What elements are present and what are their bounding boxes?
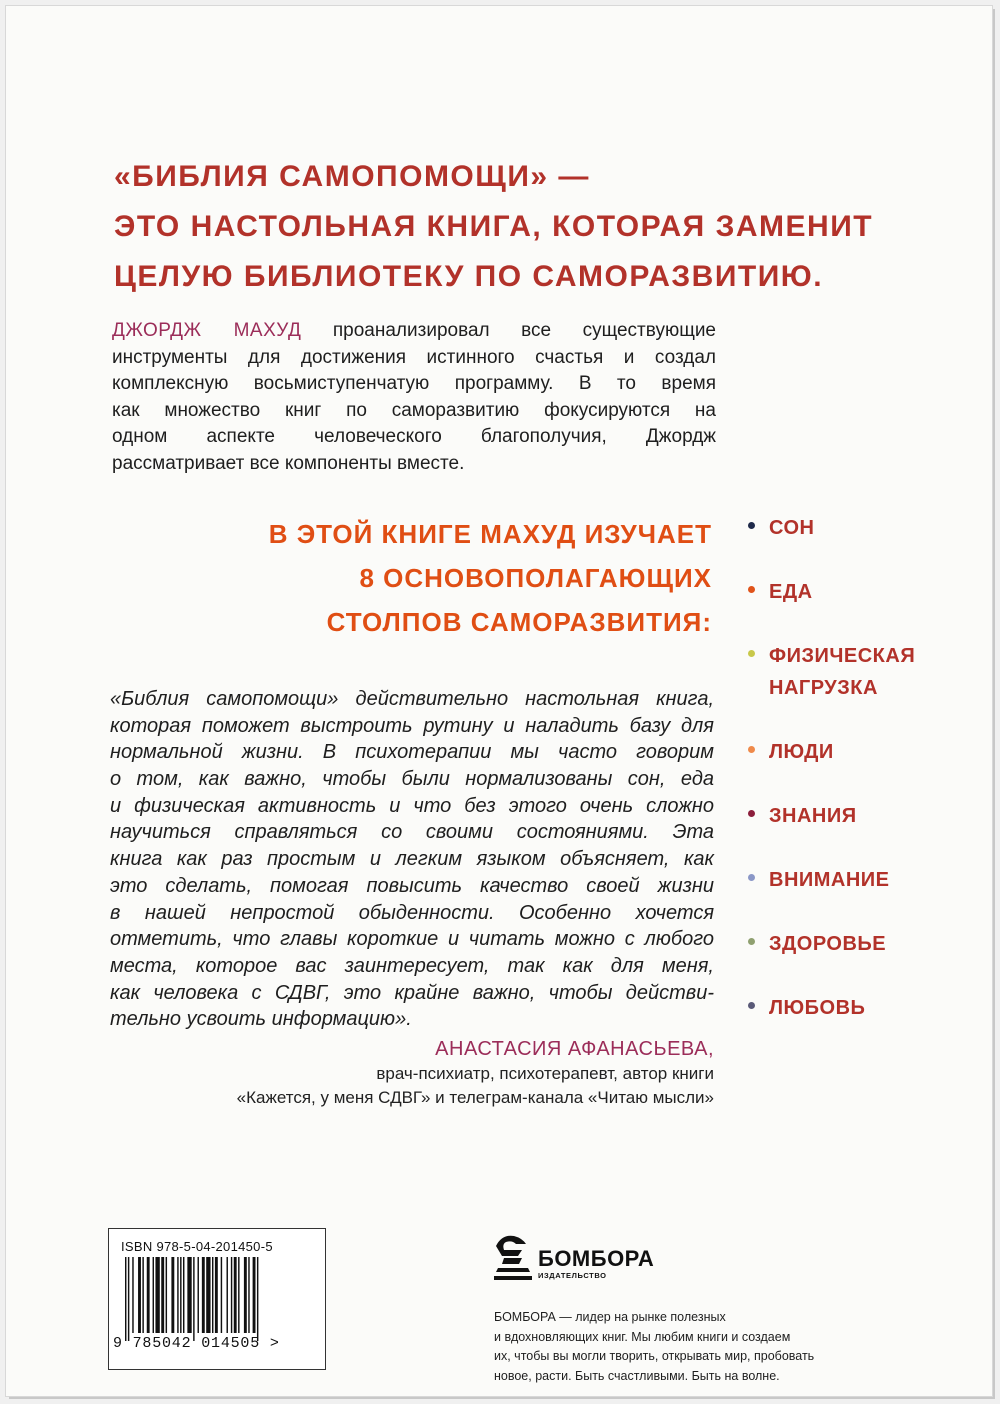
intro-text: проанализировал все существующие (301, 320, 717, 341)
signature-role-line: «Кажется, у меня СДВГ» и телеграм-канала «Читаю мысли» (236, 1088, 714, 1107)
barcode-bar (202, 1257, 205, 1333)
pillar-item (748, 928, 929, 960)
barcode-bar (206, 1257, 210, 1333)
barcode-bar (180, 1257, 181, 1333)
pillar-item (748, 800, 929, 832)
barcode-bar (244, 1257, 247, 1333)
publisher-line: их, чтобы вы могли творить, открывать мир, пробовать (494, 1349, 815, 1363)
barcode-bar (238, 1257, 239, 1333)
testimonial-quote (110, 686, 714, 1033)
barcode-bar (153, 1257, 154, 1333)
logo-wordmark: БОМБОРА (538, 1246, 655, 1271)
barcode-bar (215, 1257, 218, 1333)
headline (114, 152, 874, 302)
barcode-bar (142, 1257, 143, 1333)
bullet-dot (748, 874, 755, 881)
barcode-block (108, 1228, 326, 1370)
intro-line: рассматривает все компоненты вместе. (112, 452, 465, 474)
headline-line: ЦЕЛУЮ БИБЛИОТЕКУ ПО САМОРАЗВИТИЮ. (114, 260, 824, 293)
barcode-bar (234, 1257, 237, 1333)
author-name: ДЖОРДЖ МАХУД (112, 320, 302, 341)
quote-line: которая поможет выстроить рутину и наладить базу для (110, 714, 714, 737)
intro-paragraph (112, 318, 716, 477)
barcode-bar (248, 1257, 249, 1333)
book-back-cover (6, 6, 992, 1396)
quote-line: научиться справляться со своими состояниями. Эта (110, 821, 714, 844)
quote-line: нормальной жизни. В психотерапии мы часто говорим (110, 741, 714, 764)
quote-line: тельно усвоить информацию». (110, 1008, 412, 1031)
barcode-bar (171, 1257, 174, 1333)
quote-line: «Библия самопомощи» действительно настольная книга, (110, 688, 714, 710)
barcode-bar (177, 1257, 178, 1333)
barcode-bar (128, 1257, 129, 1341)
pillars-heading-line: В ЭТОЙ КНИГЕ МАХУД ИЗУЧАЕТ (268, 519, 712, 549)
bombora-wave-icon (492, 1232, 534, 1286)
barcode-bar (198, 1257, 199, 1333)
pillar-label: ФИЗИЧЕСКАЯ НАГРУЗКА (769, 645, 916, 699)
barcode-bar (193, 1257, 194, 1341)
bullet-dot (748, 746, 755, 753)
publisher-description (494, 1308, 814, 1386)
barcode-bar (221, 1257, 222, 1333)
quote-line: в нашей непростой обыденности. Особенно хочется (110, 901, 714, 924)
barcode-bar (166, 1257, 167, 1333)
intro-line: комплексную восьмиступенчатую программу. В то время (112, 373, 716, 394)
pillar-label: ЗДОРОВЬЕ (769, 933, 887, 955)
barcode-bar (155, 1257, 159, 1333)
barcode-bar (183, 1257, 184, 1333)
pillar-label: СОН (769, 517, 815, 539)
bullet-dot (748, 522, 755, 529)
barcode-bar (138, 1257, 141, 1333)
pillar-item (748, 640, 929, 704)
quote-signature (106, 1036, 714, 1110)
barcode-bar (257, 1257, 258, 1341)
headline-line: «БИБЛИЯ САМОПОМОЩИ» — (114, 160, 590, 193)
barcode-bar (253, 1257, 256, 1333)
pillar-label: ЗНАНИЯ (769, 805, 857, 827)
bullet-dot (748, 938, 755, 945)
bullet-dot (748, 586, 755, 593)
barcode-bar (187, 1257, 191, 1333)
pillar-label: ЛЮБОВЬ (769, 997, 866, 1019)
barcode-bar (227, 1257, 228, 1333)
publisher-line: БОМБОРА — лидер на рынке полезных (494, 1310, 726, 1324)
pillar-item (748, 576, 929, 608)
publisher-line: новое, расти. Быть счастливыми. Быть на волне. (494, 1368, 780, 1383)
signature-role-line: врач-психиатр, психотерапевт, автор книги (376, 1064, 714, 1083)
pillar-item (748, 992, 929, 1024)
quote-line: места, которое вас заинтересует, так как для меня, (110, 954, 714, 977)
publisher-line: и вдохновляющих книг. Мы любим книги и создаем (494, 1329, 791, 1344)
quote-line: как человека с СДВГ, это крайне важно, чтобы действи- (110, 981, 714, 1004)
bullet-dot (748, 650, 755, 657)
pillar-item (748, 736, 929, 768)
pillar-item (748, 512, 929, 544)
quote-line: и физическая активность и что без этого очень сложно (110, 794, 714, 817)
pillars-heading-line: 8 ОСНОВОПОЛАГАЮЩИХ (359, 563, 712, 593)
barcode-graphic (123, 1257, 309, 1341)
pillars-heading-line: СТОЛПОВ САМОРАЗВИТИЯ: (326, 607, 712, 637)
pillars-heading (236, 512, 712, 644)
barcode-bar (231, 1257, 232, 1333)
pillar-item (748, 864, 929, 896)
bullet-dot (748, 1002, 755, 1009)
barcode-bar (125, 1257, 126, 1341)
logo-subtitle: ИЗДАТЕЛЬСТВО (538, 1271, 607, 1280)
ean-digits: 9 785042 014505 > (113, 1335, 280, 1352)
barcode-bar (212, 1257, 213, 1333)
quote-line: отметить, что главы короткие и читать можно с любого (110, 928, 714, 951)
bullet-dot (748, 810, 755, 817)
isbn-number: ISBN 978-5-04-201450-5 (121, 1239, 273, 1254)
barcode-bar (132, 1257, 133, 1333)
intro-line: инструменты для достижения истинного счастья и создал (112, 346, 716, 368)
pillar-label: ВНИМАНИЕ (769, 869, 890, 891)
pillar-label: ЕДА (769, 581, 813, 603)
quote-line: о том, как важно, чтобы были нормализованы сон, еда (110, 768, 714, 791)
barcode-bar (161, 1257, 164, 1333)
signature-name: АНАСТАСИЯ АФАНАСЬЕВА, (435, 1038, 714, 1060)
barcode-bar (147, 1257, 150, 1333)
publisher-logo (492, 1232, 655, 1291)
intro-line: одном аспекте человеческого благополучия, Джордж (112, 426, 716, 447)
quote-line: книга как раз простым и легким языком объясняет, как (110, 848, 714, 871)
quote-line: это сделать, помогая повысить качество своей жизни (110, 874, 714, 897)
intro-line: как множество книг по саморазвитию фокусируются на (112, 399, 716, 421)
pillar-label: ЛЮДИ (769, 741, 834, 763)
headline-line: ЭТО НАСТОЛЬНАЯ КНИГА, КОТОРАЯ ЗАМЕНИТ (114, 210, 874, 243)
